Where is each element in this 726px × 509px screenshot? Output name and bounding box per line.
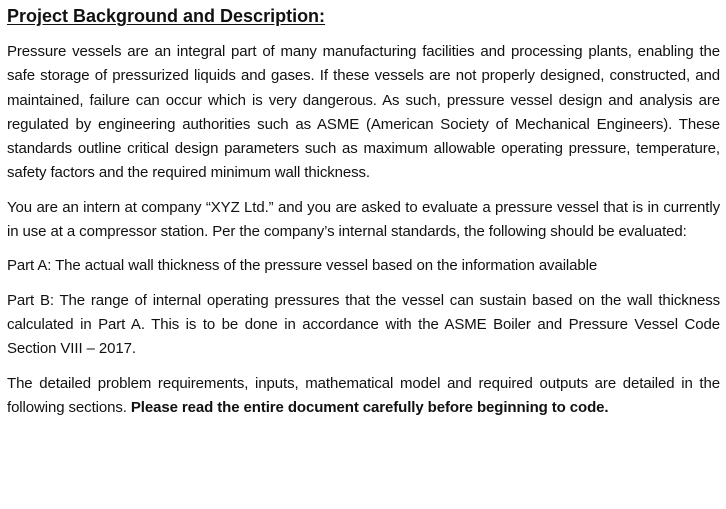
paragraph-intern-task: You are an intern at company “XYZ Ltd.” and you are asked to evaluate a pressure vessel that is in currently in use at a compressor station. Per the company’s internal standards, the following should be evaluated:: [7, 198, 720, 241]
section-heading: Project Background and Description:: [7, 6, 326, 26]
paragraph-part-b: Part B: The range of internal operating pressures that the vessel can sustain based on the wall thickness calculated in Part A. This is to be done in accordance with the ASME Boiler and Pressure Vessel Code Section VIII – 2017.: [7, 291, 720, 358]
requirements-emphasis: Please read the entire document carefully before beginning to code.: [130, 398, 609, 416]
requirements-text: The detailed problem requirements, inputs, mathematical model and required outputs are detailed in the following sections.: [7, 374, 720, 416]
paragraph-background: Pressure vessels are an integral part of many manufacturing facilities and processing plants, enabling the safe storage of pressurized liquids and gases. If these vessels are not properly designed, constructed, and maintained, failure can occur which is very dangerous. As such, pressure vessel design and analysis are regulated by engineering authorities such as ASME (American Society of Mechanical Engineers). These standards outline critical design parameters such as maximum allowable operating pressure, temperature, safety factors and the required minimum wall thickness.: [7, 43, 720, 182]
paragraph-part-a: Part A: The actual wall thickness of the pressure vessel based on the information available: [7, 257, 598, 275]
paragraph-requirements: [7, 372, 720, 421]
